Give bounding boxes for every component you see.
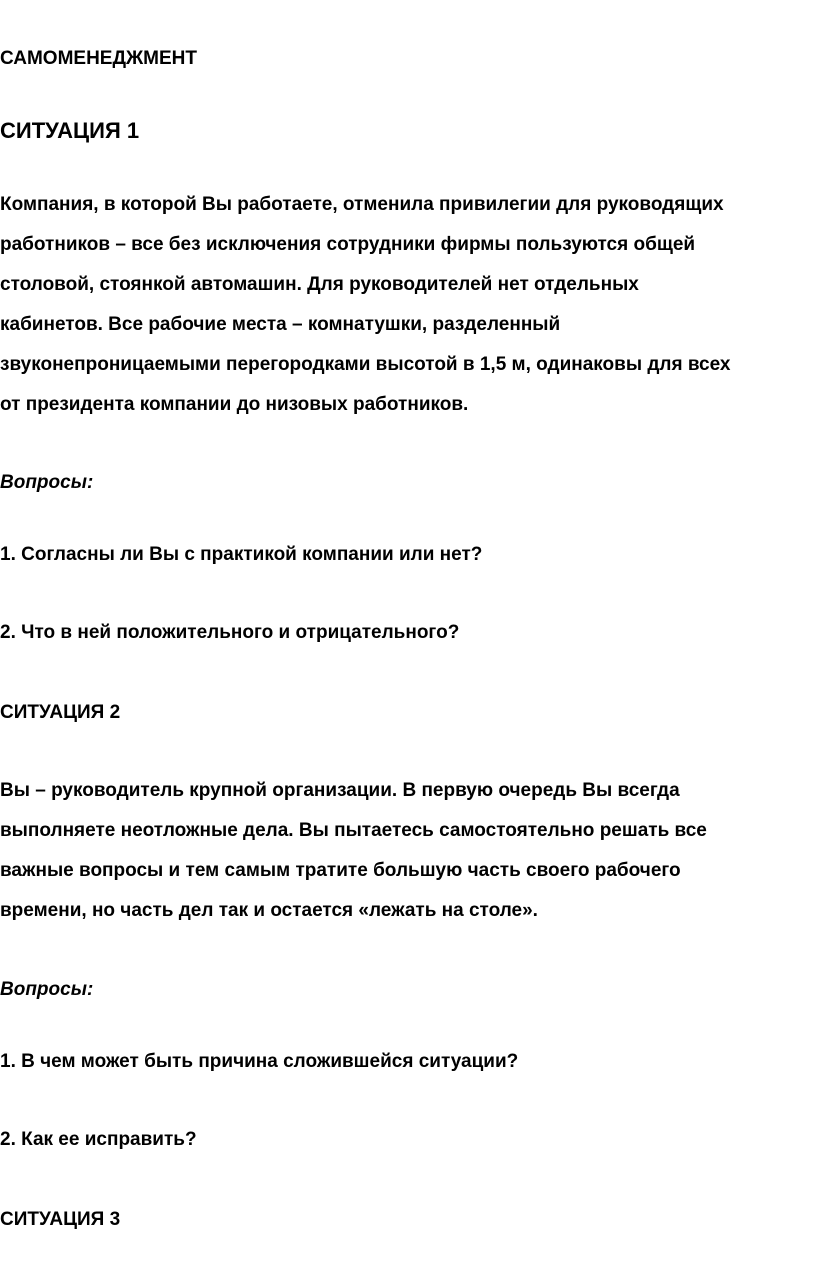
- situation-1-line: столовой, стоянкой автомашин. Для руководителей нет отдельных: [0, 274, 639, 295]
- situation-1-line: кабинетов. Все рабочие места – комнатушки, разделенный: [0, 314, 561, 335]
- situation-2-line: Вы – руководитель крупной организации. В первую очередь Вы всегда: [0, 780, 680, 801]
- situation-3-heading: СИТУАЦИЯ 3: [0, 1209, 121, 1230]
- situation-2-heading: СИТУАЦИЯ 2: [0, 702, 121, 723]
- situation-1-question-1: 1. Согласны ли Вы с практикой компании или нет?: [0, 544, 483, 565]
- situation-2-line: времени, но часть дел так и остается «лежать на столе».: [0, 900, 538, 921]
- situation-2-question-1: 1. В чем может быть причина сложившейся ситуации?: [0, 1051, 519, 1072]
- situation-1-line: звуконепроницаемыми перегородками высотой в 1,5 м, одинаковы для всех: [0, 354, 731, 375]
- situation-2-question-2: 2. Как ее исправить?: [0, 1129, 197, 1150]
- situation-1-line: работников – все без исключения сотрудники фирмы пользуются общей: [0, 234, 696, 255]
- situation-2-text: [0, 771, 816, 931]
- situation-1-question-2: 2. Что в ней положительного и отрицательного?: [0, 622, 460, 643]
- situation-2-line: важные вопросы и тем самым тратите большую часть своего рабочего: [0, 860, 681, 881]
- situation-1-questions-label: Вопросы:: [0, 472, 94, 493]
- situation-1-line: Компания, в которой Вы работаете, отменила привилегии для руководящих: [0, 194, 724, 215]
- situation-2-questions-label: Вопросы:: [0, 979, 94, 1000]
- situation-1-line: от президента компании до низовых работников.: [0, 394, 469, 415]
- document-title: САМОМЕНЕДЖМЕНТ: [0, 48, 198, 69]
- situation-1-text: [0, 185, 816, 425]
- situation-2-line: выполняете неотложные дела. Вы пытаетесь самостоятельно решать все: [0, 820, 707, 841]
- situation-1-heading: СИТУАЦИЯ 1: [0, 118, 140, 143]
